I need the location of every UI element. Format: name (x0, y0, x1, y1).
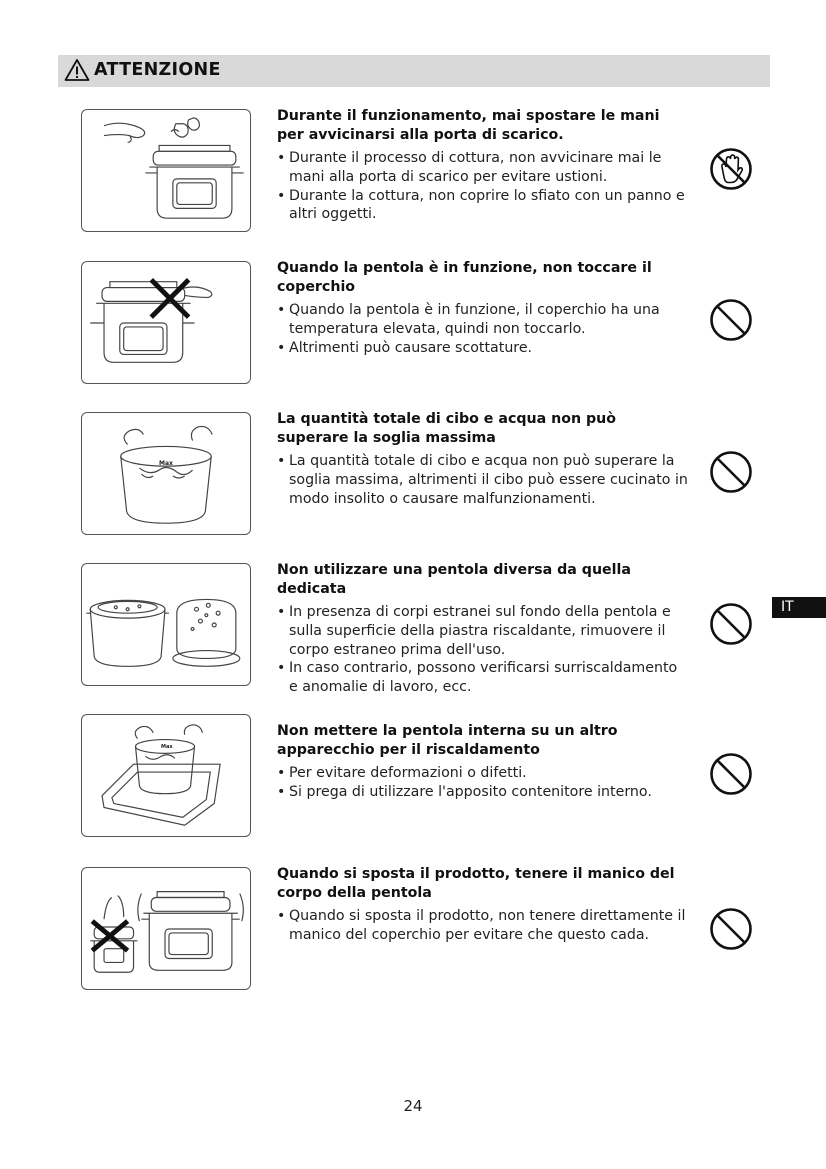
section-2-text (277, 259, 689, 357)
prohibition-icon (709, 298, 753, 342)
illustration-max-level-pot (81, 412, 251, 535)
max-label: Max (161, 744, 173, 750)
bullet-item: • Si prega di utilizzare l'apposito contenitore interno. (277, 783, 689, 802)
section-heading: Durante il funzionamento, mai spostare le mani per avvicinarsi alla porta di scarico. (277, 108, 660, 143)
max-label: Max (159, 460, 173, 467)
bullet-list (277, 907, 689, 945)
bullet-item: • La quantità totale di cibo e acqua non può superare la soglia massima, altrimenti il cibo può essere cucinato in modo insolito o causare malfunzionamenti. (277, 452, 689, 508)
bullet-item: • Durante la cottura, non coprire lo sfiato con un panno e altri oggetti. (277, 187, 689, 225)
warning-header (58, 55, 770, 87)
no-touch-hand-icon (709, 147, 753, 191)
section-5-text (277, 722, 689, 802)
warning-triangle-icon (64, 58, 90, 82)
bullet-list (277, 452, 689, 508)
bullet-list (277, 764, 689, 802)
illustration-pot-on-other-heater (81, 714, 251, 837)
section-3-text (277, 410, 689, 508)
illustration-dedicated-pots (81, 563, 251, 686)
section-1-text (277, 107, 689, 224)
section-heading: Non mettere la pentola interna su un altro apparecchio per il riscaldamento (277, 723, 618, 758)
bullet-item: • In presenza di corpi estranei sul fondo della pentola e sulla superficie della piastra riscaldante, rimuovere il corpo estraneo prima dell'uso. (277, 603, 689, 659)
bullet-item: • Per evitare deformazioni o difetti. (277, 764, 689, 783)
section-6-text (277, 865, 689, 945)
bullet-item: • In caso contrario, possono verificarsi surriscaldamento e anomalie di lavoro, ecc. (277, 659, 689, 697)
prohibition-icon (709, 752, 753, 796)
section-heading: La quantità totale di cibo e acqua non può superare la soglia massima (277, 411, 617, 446)
bullet-list (277, 603, 689, 697)
bullet-list (277, 149, 689, 224)
illustration-do-not-touch-lid (81, 261, 251, 384)
section-heading: Non utilizzare una pentola diversa da quella dedicata (277, 562, 631, 597)
bullet-item: • Durante il processo di cottura, non avvicinare mai le mani alla porta di scarico per evitare ustioni. (277, 149, 689, 187)
section-heading: Quando si sposta il prodotto, tenere il manico del corpo della pentola (277, 866, 675, 901)
language-tab: IT (772, 597, 826, 618)
bullet-item: • Quando la pentola è in funzione, il coperchio ha una temperatura elevata, quindi non toccarlo. (277, 301, 689, 339)
section-4-text (277, 561, 689, 697)
bullet-list (277, 301, 689, 357)
illustration-carry-by-body-handle (81, 867, 251, 990)
bullet-item: • Altrimenti può causare scottature. (277, 339, 689, 358)
illustration-hand-near-vent (81, 109, 251, 232)
bullet-item: • Quando si sposta il prodotto, non tenere direttamente il manico del coperchio per evitare che questo cada. (277, 907, 689, 945)
prohibition-icon (709, 450, 753, 494)
prohibition-icon (709, 907, 753, 951)
section-heading: Quando la pentola è in funzione, non toccare il coperchio (277, 260, 652, 295)
prohibition-icon (709, 602, 753, 646)
header-title: ATTENZIONE (94, 60, 221, 80)
page-number: 24 (403, 1097, 423, 1115)
